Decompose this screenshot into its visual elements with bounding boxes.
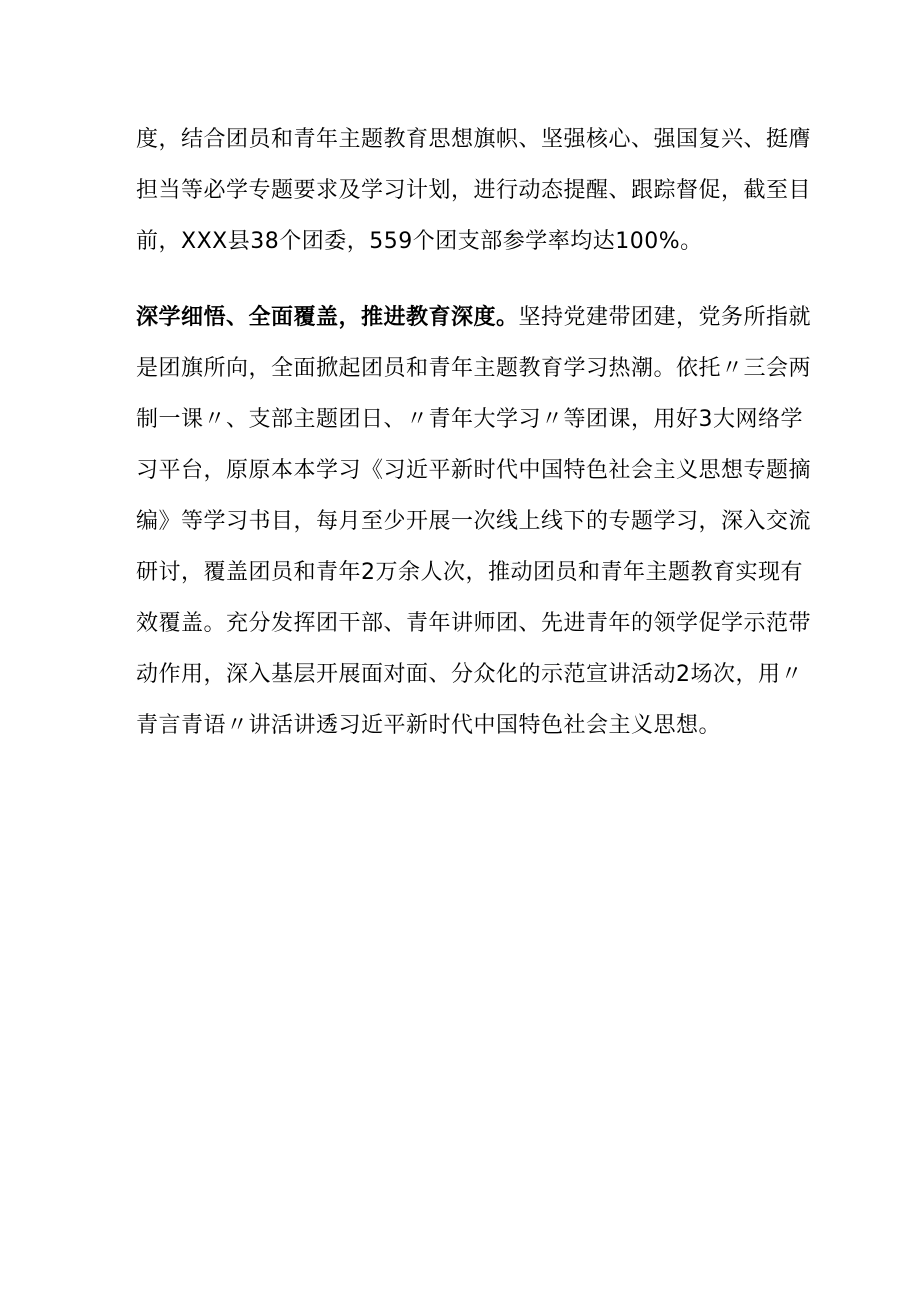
paragraph-line: 青言青语〃讲活讲透习近平新时代中国特色社会主义思想。 (136, 713, 722, 738)
document-body (136, 126, 812, 763)
paragraph-first-line-text: 坚持党建带团建，党务所指就 (518, 305, 812, 330)
paragraph-line: 是团旗所向，全面掀起团员和青年主题教育学习热潮。依托〃三会两 (136, 356, 812, 381)
paragraph-line: 效覆盖。充分发挥团干部、青年讲师团、先进青年的领学促学示范带 (136, 611, 812, 636)
paragraph-spacer (136, 279, 788, 304)
paragraph-line: 前，XXX县38个团委，559个团支部参学率均达100%。 (136, 229, 703, 254)
paragraph-line: 制一课〃、支部主题团日、〃青年大学习〃等团课，用好3大网络学 (136, 407, 803, 432)
paragraph-line: 动作用，深入基层开展面对面、分众化的示范宣讲活动2场次，用〃 (136, 662, 803, 687)
paragraph-line: 习平台，原原本本学习《习近平新时代中国特色社会主义思想专题摘 (136, 458, 812, 483)
paragraph-first-line (136, 304, 812, 331)
paragraph-heading: 深学细悟、全面覆盖，推进教育深度。 (136, 305, 519, 330)
paragraph-line: 编》等学习书目，每月至少开展一次线上线下的专题学习，深入交流 (136, 509, 812, 534)
paragraph-1 (136, 126, 812, 255)
paragraph-line: 研讨，覆盖团员和青年2万余人次，推动团员和青年主题教育实现有 (136, 560, 803, 585)
paragraph-line: 担当等必学专题要求及学习计划，进行动态提醒、跟踪督促，截至目 (136, 178, 812, 203)
paragraph-2 (136, 304, 812, 739)
paragraph-line: 度，结合团员和青年主题教育思想旗帜、坚强核心、强国复兴、挺膺 (136, 127, 812, 152)
